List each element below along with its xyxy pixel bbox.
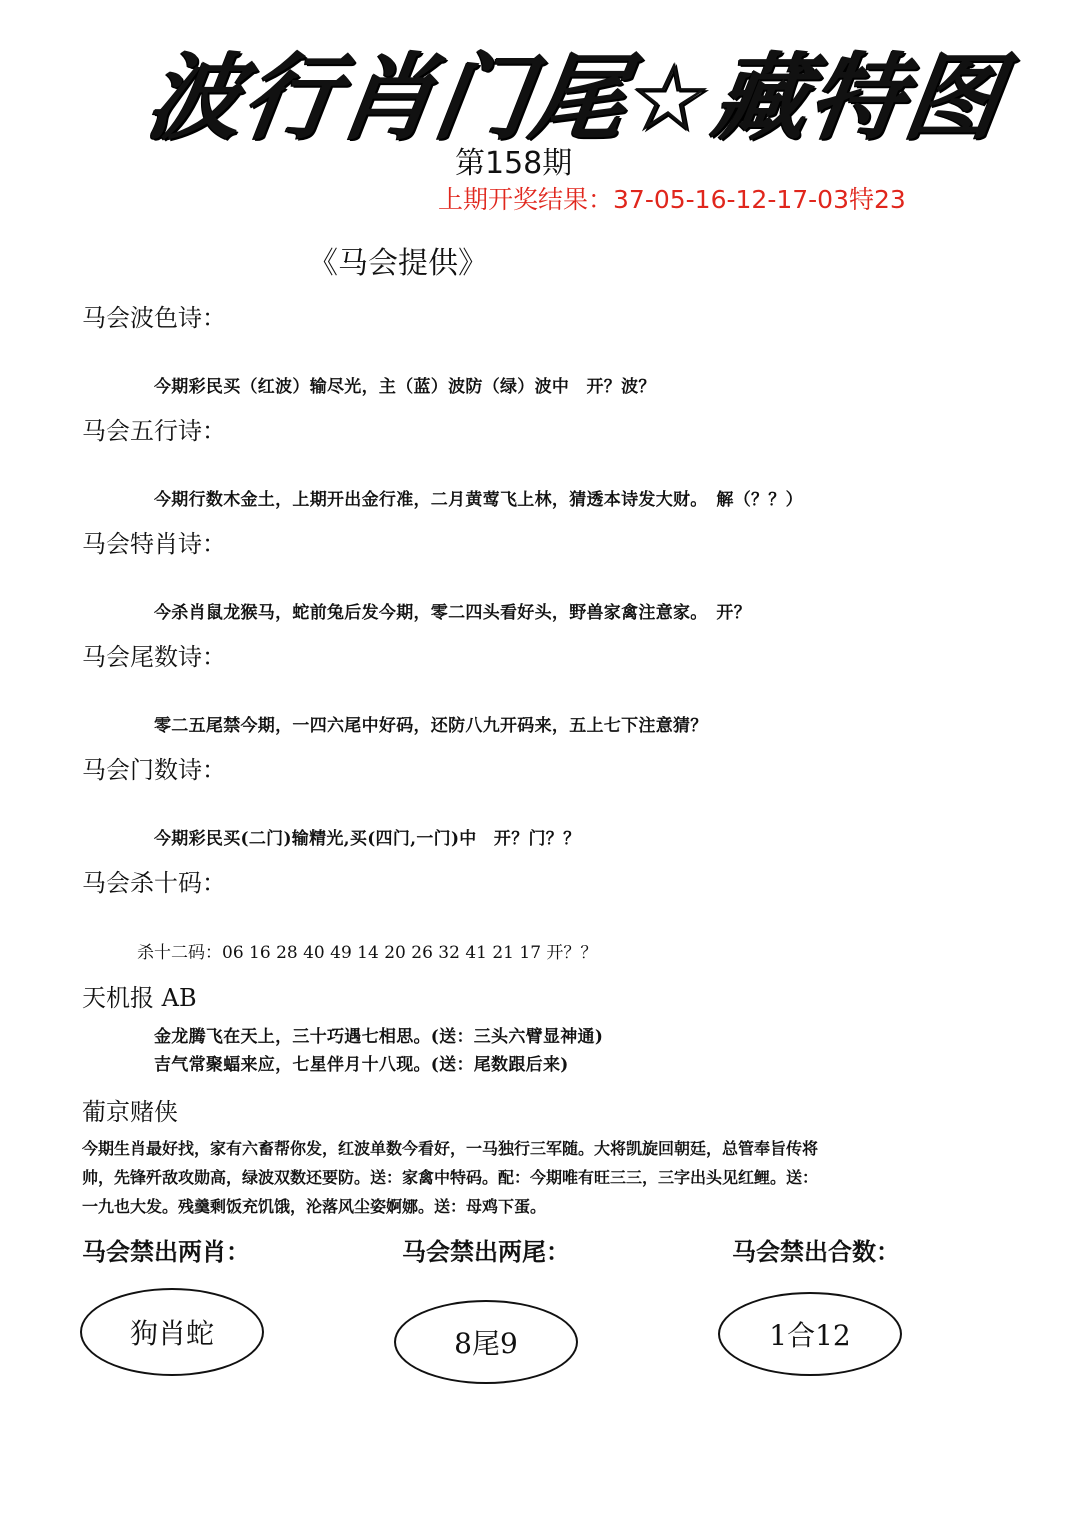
poem-five-elements: 今期行数木金土，上期开出金行准，二月黄莺飞上林，猜透本诗发大财。 解（？？） [154, 490, 803, 510]
forbidden-tail-value: 8尾9 [454, 1327, 518, 1360]
forbidden-sum-oval [718, 1292, 902, 1376]
issue-number: 第158期 [455, 146, 573, 181]
pujing-line: 帅，先锋歼敌攻勋高，绿波双数还要防。送：家禽中特码。配：今期唯有旺三三，三字出头见红鲤。送： [82, 1168, 819, 1187]
section-heading-five-elements: 马会五行诗： [82, 417, 226, 445]
pujing-line: 一九也大发。残羹剩饭充饥饿，沦落风尘姿婀娜。送：母鸡下蛋。 [82, 1197, 547, 1216]
section-heading-tail-number: 马会尾数诗： [82, 643, 226, 671]
last-result-label: 上期开奖结果： [438, 185, 614, 214]
forbidden-zodiac-value: 狗肖蛇 [129, 1317, 214, 1350]
section-heading-tianji: 天机报 AB [82, 984, 197, 1012]
kill-numbers-list: 杀十二码：06 16 28 40 49 14 20 26 32 41 21 17 开？？ [137, 943, 598, 963]
page-title: 波行肖门尾☆藏特图 [140, 44, 1010, 153]
poem-special-zodiac: 今杀肖鼠龙猴马，蛇前兔后发今期，零二四头看好头，野兽家禽注意家。 开？ [154, 603, 751, 623]
poem-door-number: 今期彩民买(二门)输精光,买(四门,一门)中 开？门？？ [154, 829, 581, 849]
poem-wave-color: 今期彩民买（红波）输尽光，主（蓝）波防（绿）波中 开？波？ [154, 377, 656, 397]
section-heading-special-zodiac: 马会特肖诗： [82, 530, 226, 558]
section-heading-door-number: 马会门数诗： [82, 756, 226, 784]
forbidden-sum-value: 1合12 [769, 1319, 851, 1352]
last-result [438, 180, 906, 216]
section-heading-pujing: 葡京赌侠 [82, 1098, 178, 1126]
forbidden-tail-oval [394, 1300, 578, 1384]
pujing-line: 今期生肖最好找，家有六畜帮你发，红波单数今看好，一马独行三军随。大将凯旋回朝廷，总管奉旨传将 [82, 1139, 819, 1158]
tianji-line-1: 金龙腾飞在天上，三十巧遇七相思。(送：三头六臂显神通) [154, 1027, 604, 1047]
poem-tail-number: 零二五尾禁今期，一四六尾中好码，还防八九开码来，五上七下注意猜？ [154, 716, 708, 736]
forbidden-zodiac-heading: 马会禁出两肖： [82, 1237, 250, 1266]
forbidden-tail-heading: 马会禁出两尾： [402, 1237, 570, 1266]
section-heading-wave-color: 马会波色诗： [82, 304, 226, 332]
source-credit: 《马会提供》 [308, 246, 488, 281]
section-heading-kill-numbers: 马会杀十码： [82, 869, 226, 897]
tianji-line-2: 吉气常聚蝠来应，七星伴月十八现。(送：尾数跟后来) [154, 1055, 569, 1075]
forbidden-sum-heading: 马会禁出合数： [732, 1237, 900, 1266]
forbidden-zodiac-oval [80, 1288, 264, 1376]
last-result-value: 37-05-16-12-17-03特23 [613, 185, 906, 214]
pujing-paragraph [82, 1134, 982, 1221]
